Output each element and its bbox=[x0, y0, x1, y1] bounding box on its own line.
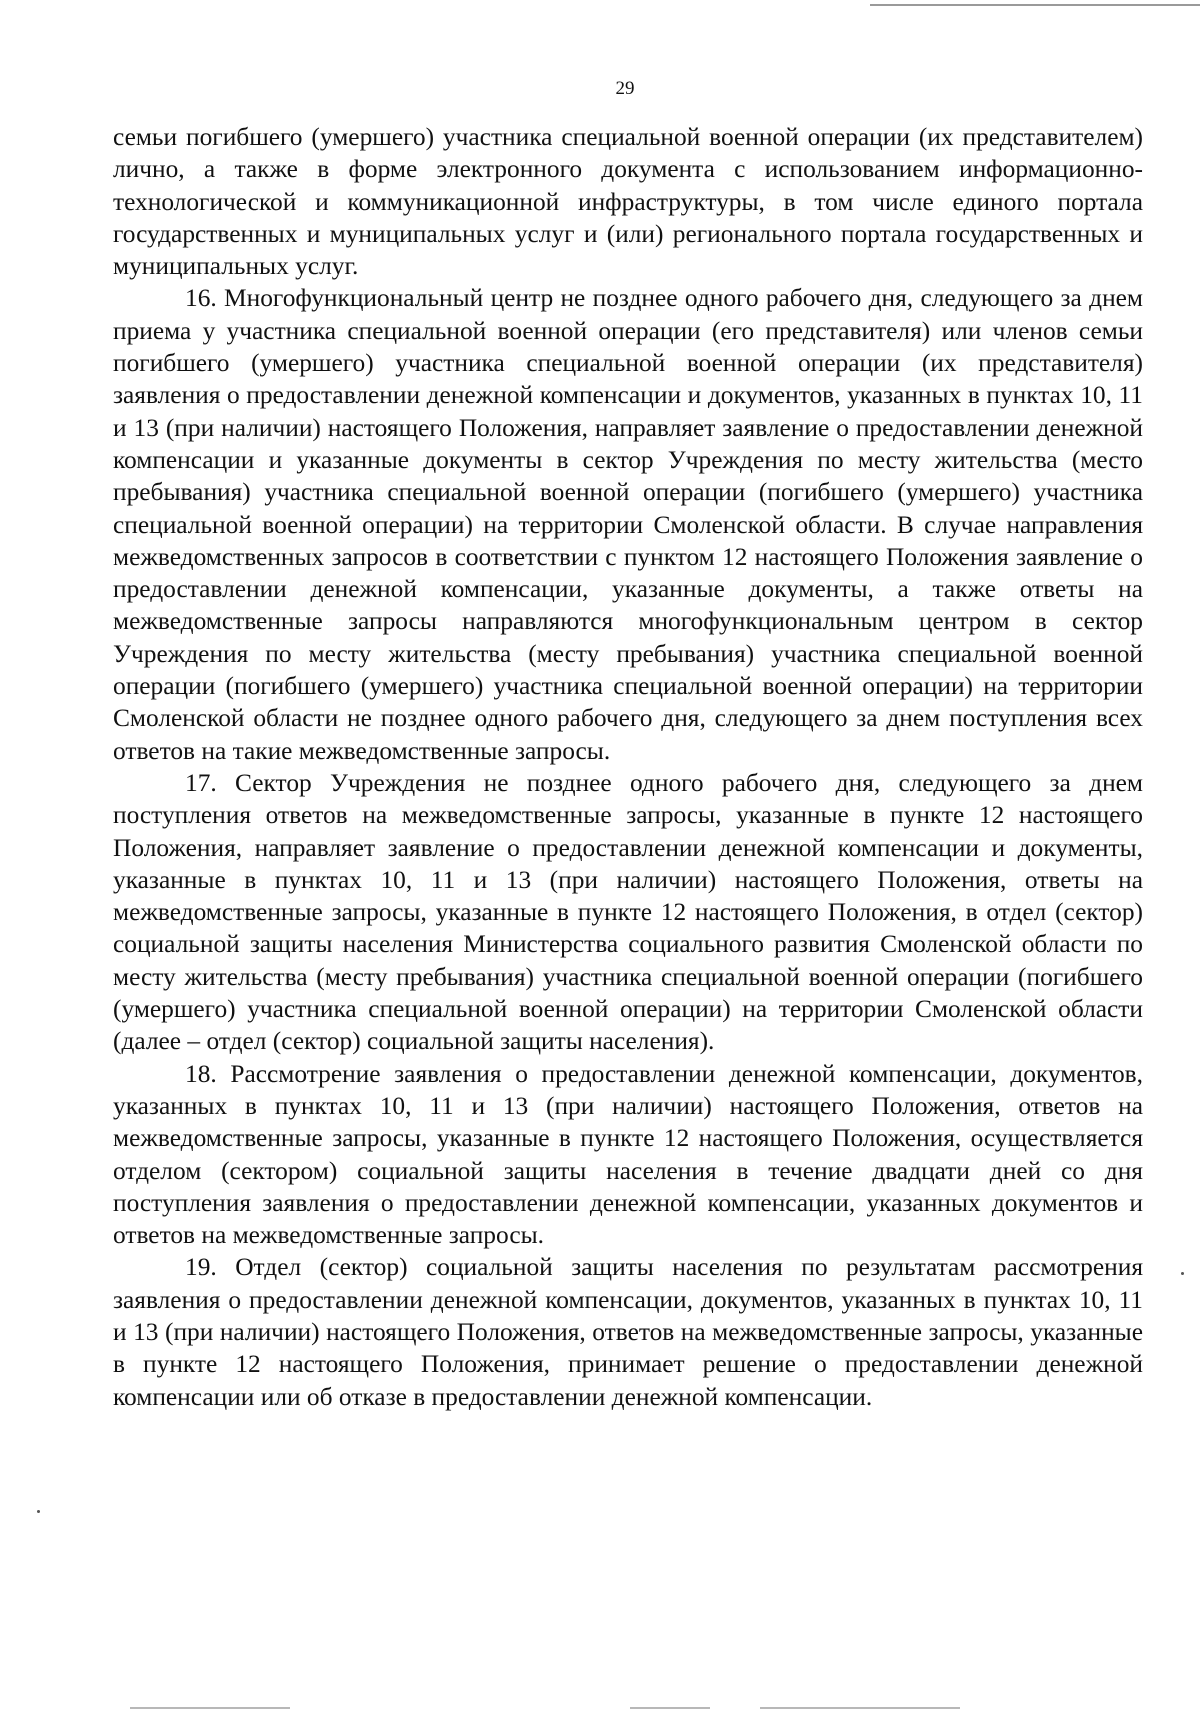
scan-speck bbox=[37, 1510, 40, 1513]
scan-edge-line bbox=[130, 1707, 290, 1709]
paragraph-19: 19. Отдел (сектор) социальной защиты населения по результатам рассмотрения заявления о предоставлении денежной компенсации, документов, указанных в пунктах 10, 11 и 13 (при наличии) настоящего Положения, ответов на межведомственные запросы, указанные в пункте 12 настоящего Положения, принимает решение о предоставлении денежной компенсации или об отказе в предоставлении денежной компенсации. bbox=[113, 1253, 1143, 1411]
document-body bbox=[113, 121, 1143, 1413]
page-number: 29 bbox=[615, 78, 635, 99]
scan-edge-line bbox=[760, 1707, 960, 1709]
scan-speck bbox=[1181, 1272, 1184, 1275]
scan-edge-line bbox=[870, 4, 1200, 6]
paragraph-18: 18. Рассмотрение заявления о предоставлении денежной компенсации, документов, указанных в пунктах 10, 11 и 13 (при наличии) настоящего Положения, ответов на межведомственные запросы, указанные в пункте 12 настоящего Положения, осуществляется отделом (сектором) социальной защиты населения в течение двадцати дней со дня поступления заявления о предоставлении денежной компенсации, указанных документов и ответов на межведомственные запросы. bbox=[113, 1059, 1143, 1250]
scan-edge-line bbox=[630, 1707, 710, 1709]
paragraph-17: 17. Сектор Учреждения не позднее одного рабочего дня, следующего за днем поступления ответов на межведомственные запросы, указанные в пункте 12 настоящего Положения, направляет заявление о предоставлении денежной компенсации и документы, указанные в пунктах 10, 11 и 13 (при наличии) настоящего Положения, ответы на межведомственные запросы, указанные в пункте 12 настоящего Положения, в отдел (сектор) социальной защиты населения Министерства социального развития Смоленской области по месту жительства (месту пребывания) участника специальной военной операции (погибшего (умершего) участника специальной военной операции) на территории Смоленской области (далее – отдел (сектор) социальной защиты населения). bbox=[113, 768, 1143, 1056]
paragraph-continuation: семьи погибшего (умершего) участника специальной военной операции (их представителем) лично, а также в форме электронного документа с использованием информационно-технологической и коммуникационной инфраструктуры, в том числе единого портала государственных и муниципальных услуг и (или) регионального портала государственных и муниципальных услуг. bbox=[113, 123, 1143, 281]
paragraph-16: 16. Многофункциональный центр не позднее одного рабочего дня, следующего за днем приема у участника специальной военной операции (его представителя) или членов семьи погибшего (умершего) участника специальной военной операции (их представителя) заявления о предоставлении денежной компенсации и документов, указанных в пунктах 10, 11 и 13 (при наличии) настоящего Положения, направляет заявление о предоставлении денежной компенсации и указанные документы в сектор Учреждения по месту жительства (место пребывания) участника специальной военной операции (погибшего (умершего) участника специальной военной операции) на территории Смоленской области. В случае направления межведомственных запросов в соответствии с пунктом 12 настоящего Положения заявление о предоставлении денежной компенсации, указанные документы, а также ответы на межведомственные запросы направляются многофункциональным центром в сектор Учреждения по месту жительства (месту пребывания) участника специальной военной операции (погибшего (умершего) участника специальной военной операции) на территории Смоленской области не позднее одного рабочего дня, следующего за днем поступления всех ответов на такие межведомственные запросы. bbox=[113, 284, 1143, 765]
